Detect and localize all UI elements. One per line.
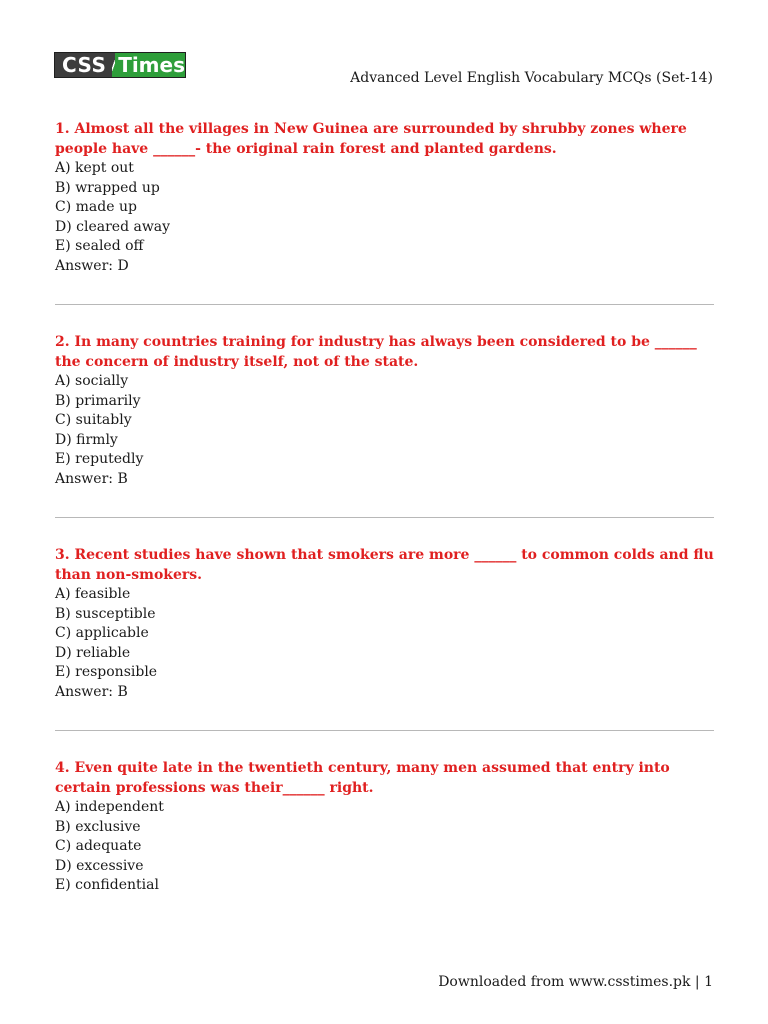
question-block xyxy=(55,759,714,896)
csstimes-logo xyxy=(54,52,186,78)
option-c: C) applicable xyxy=(55,625,149,641)
answer-text: Answer: D xyxy=(55,257,129,274)
option-e: E) sealed off xyxy=(55,238,144,254)
option-c: C) adequate xyxy=(55,838,142,854)
option-a: A) independent xyxy=(55,799,164,815)
logo-times-text: Times xyxy=(115,53,185,77)
option-e: E) responsible xyxy=(55,664,158,680)
answer-text: Answer: B xyxy=(55,683,128,700)
option-a: A) kept out xyxy=(55,160,134,176)
question-text: 4. Even quite late in the twentieth century, many men assumed that entry into certain professions was their______ right. xyxy=(55,760,670,796)
option-d: D) excessive xyxy=(55,857,144,874)
question-text: 3. Recent studies have shown that smokers are more ______ to common colds and flu than non-smokers. xyxy=(55,547,714,583)
document-title: Advanced Level English Vocabulary MCQs (Set-14) xyxy=(350,70,713,86)
divider xyxy=(55,517,714,518)
option-c: C) suitably xyxy=(55,412,132,428)
option-b: B) primarily xyxy=(55,392,141,409)
option-e: E) confidential xyxy=(55,877,159,893)
option-a: A) feasible xyxy=(55,586,131,602)
question-text: 2. In many countries training for industry has always been considered to be ______ the concern of industry itself, not of the state. xyxy=(55,334,697,370)
option-b: B) wrapped up xyxy=(55,179,160,196)
option-d: D) reliable xyxy=(55,644,131,661)
question-block xyxy=(55,120,714,276)
option-c: C) made up xyxy=(55,199,137,215)
option-d: D) cleared away xyxy=(55,218,171,235)
option-a: A) socially xyxy=(55,373,129,389)
question-list xyxy=(55,120,714,896)
question-text: 1. Almost all the villages in New Guinea are surrounded by shrubby zones where people have ______- the original rain forest and planted gardens. xyxy=(55,121,687,157)
option-e: E) reputedly xyxy=(55,451,144,467)
option-d: D) firmly xyxy=(55,431,118,448)
option-b: B) susceptible xyxy=(55,605,156,622)
option-b: B) exclusive xyxy=(55,818,141,835)
answer-text: Answer: B xyxy=(55,470,128,487)
logo-css-text: CSS xyxy=(55,53,112,77)
question-block xyxy=(55,546,714,702)
question-block xyxy=(55,333,714,489)
page-footer: Downloaded from www.csstimes.pk | 1 xyxy=(438,974,713,990)
divider xyxy=(55,730,714,731)
divider xyxy=(55,304,714,305)
